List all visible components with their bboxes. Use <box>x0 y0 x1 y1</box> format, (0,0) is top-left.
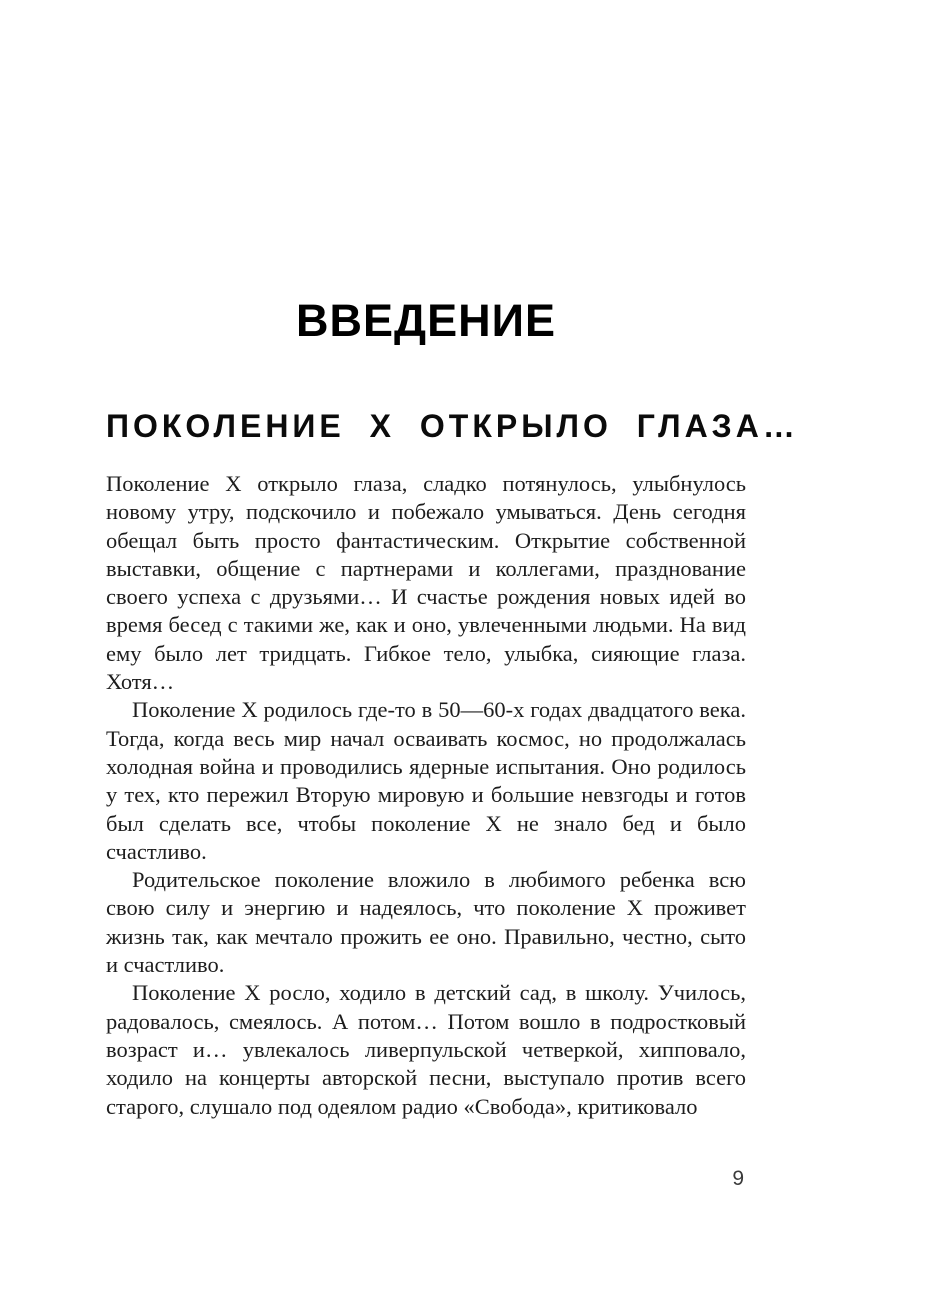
section-heading: ПОКОЛЕНИЕ X ОТКРЫЛО ГЛАЗА… <box>106 408 799 444</box>
body-paragraph: Поколение X росло, ходило в детский сад, в школу. Училось, радовалось, смеялось. А потом… Потом вошло в подростковый возраст и… увлекалось ливерпульской четверкой, хипповало, ходило на концерты авторской песни, выступало против всего старого, слушало под одеялом радио «Свобода», критиковало <box>106 980 746 1119</box>
text-column <box>106 0 799 1191</box>
body-paragraph: Родительское поколение вложило в любимого ребенка всю свою силу и энергию и надеялось, что поколение X проживет жизнь так, как мечтало прожить ее оно. Правильно, честно, сыто и счастливо. <box>106 867 746 978</box>
body-text <box>106 470 746 1121</box>
chapter-title: ВВЕДЕНИЕ <box>296 295 556 346</box>
body-paragraph: Поколение X родилось где-то в 50—60-х годах двадцатого века. Тогда, когда весь мир начал осваивать космос, но продолжалась холодная война и проводились ядерные испытания. Оно родилось у тех, кто пережил Вторую мировую и большие невзгоды и готов был сделать все, чтобы поколение X не знало бед и было счастливо. <box>106 697 746 864</box>
page-number: 9 <box>732 1166 744 1190</box>
body-paragraph: Поколение X открыло глаза, сладко потянулось, улыбнулось новому утру, подскочило и побежало умываться. День сегодня обещал быть просто фантастическим. Открытие собственной выставки, общение с партнерами и коллегами, празднование своего успеха с друзьями… И счастье рождения новых идей во время бесед с такими же, как и оно, увлеченными людьми. На вид ему было лет тридцать. Гибкое тело, улыбка, сияющие глаза. Хотя… <box>106 471 746 695</box>
